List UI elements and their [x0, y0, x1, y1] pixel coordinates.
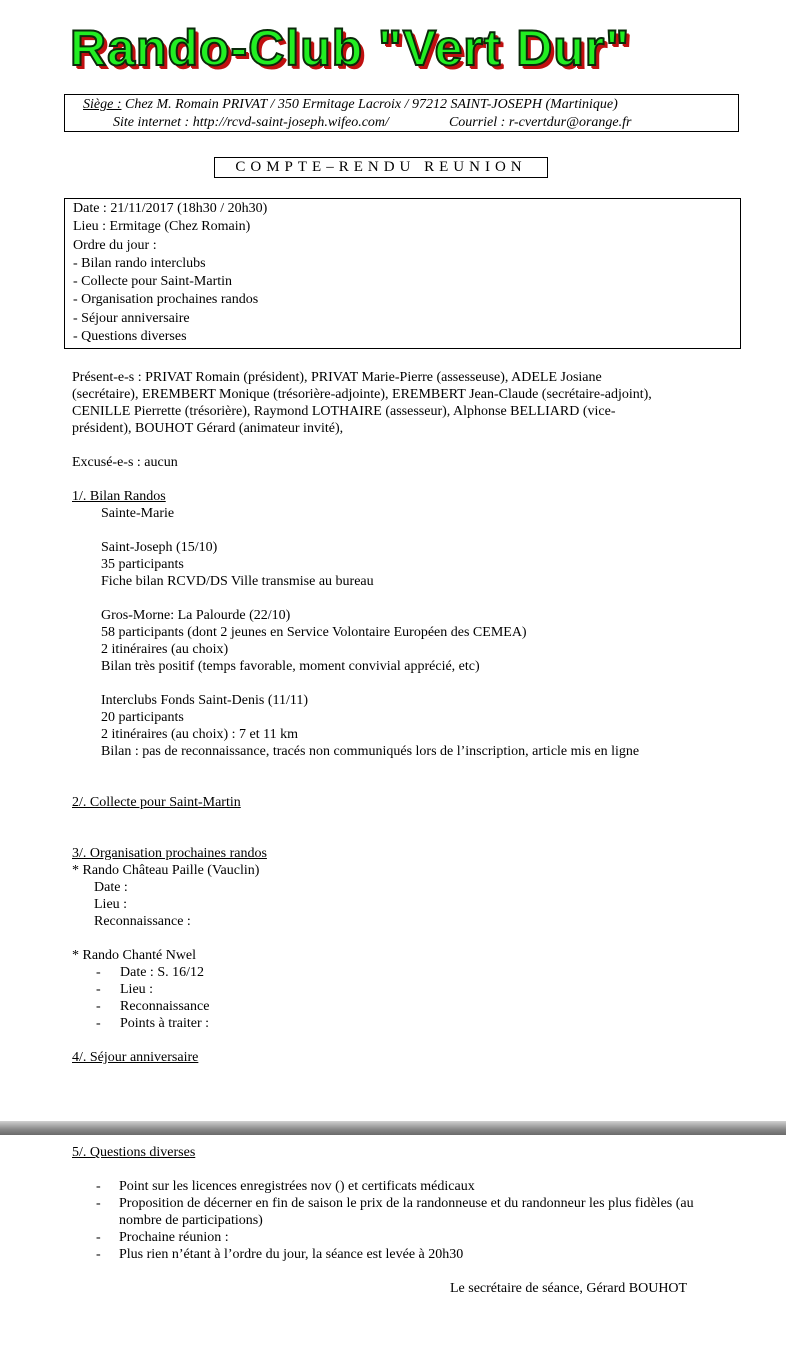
list-item: - Plus rien n’étant à l’ordre du jour, la séance est levée à 20h30 [96, 1247, 464, 1262]
section-heading-organisation: 3/. Organisation prochaines randos [72, 846, 267, 861]
siege-label: Siège : [83, 97, 122, 112]
list-item: - Prochaine réunion : [96, 1230, 229, 1245]
rando-detail: Bilan très positif (temps favorable, moment convivial apprécié, etc) [101, 659, 480, 674]
rando-detail: Bilan : pas de reconnaissance, tracés non communiqués lors de l’inscription, article mis en ligne [101, 744, 640, 759]
rando-name: Gros-Morne: La Palourde (22/10) [101, 608, 291, 623]
rando-detail: Fiche bilan RCVD/DS Ville transmise au bureau [101, 574, 374, 589]
rando-name: Sainte-Marie [101, 506, 175, 521]
report-body-page2 [72, 1144, 737, 1263]
meeting-date: Date : 21/11/2017 (18h30 / 20h30) [73, 201, 268, 216]
list-item: - Date : S. 16/12 [96, 965, 204, 980]
site-text: Site internet : http://rcvd-saint-joseph.wifeo.com/ [113, 115, 389, 130]
signature: Le secrétaire de séance, Gérard BOUHOT [450, 1281, 688, 1296]
attendees-line: président), BOUHOT Gérard (animateur invité), [72, 421, 344, 436]
section-heading-sejour: 4/. Séjour anniversaire [72, 1050, 199, 1065]
meeting-place: Lieu : Ermitage (Chez Romain) [73, 219, 251, 235]
header-info-box [64, 94, 739, 132]
section-heading-bilan: 1/. Bilan Randos [72, 489, 166, 504]
attendees-line: CENILLE Pierrette (trésorière), Raymond LOTHAIRE (assesseur), Alphonse BELLIARD (vice- [72, 404, 616, 419]
rando-detail: 2 itinéraires (au choix) [101, 642, 229, 657]
list-item: - Point sur les licences enregistrées nov () et certificats médicaux [96, 1179, 475, 1194]
section-heading-collecte: 2/. Collecte pour Saint-Martin [72, 795, 241, 810]
attendees-line: (secrétaire), EREMBERT Monique (trésorière-adjointe), EREMBERT Jean-Claude (secrétaire-adjoint), [72, 387, 652, 402]
courriel-text: Courriel : r-cvertdur@orange.fr [448, 115, 632, 130]
agenda-item: - Séjour anniversaire [73, 310, 190, 326]
contact-line [83, 114, 738, 132]
rando-detail: Lieu : [94, 897, 128, 912]
agenda-item: - Collecte pour Saint-Martin [73, 274, 233, 290]
rando-detail: 35 participants [101, 557, 184, 572]
rando-name: * Rando Chanté Nwel [72, 948, 197, 963]
meeting-info-box [64, 198, 741, 349]
rando-name: Saint-Joseph (15/10) [101, 540, 218, 555]
rando-name: Interclubs Fonds Saint-Denis (11/11) [101, 693, 308, 708]
agenda-item: - Organisation prochaines randos [73, 292, 259, 308]
attendees-line: Présent-e-s : PRIVAT Romain (président), PRIVAT Marie-Pierre (assesseuse), ADELE Josiane [72, 370, 602, 385]
siege-text: Chez M. Romain PRIVAT / 350 Ermitage Lacroix / 97212 SAINT-JOSEPH (Martinique) [121, 97, 618, 112]
club-title: Rando-Club "Vert Dur" [70, 20, 631, 76]
rando-detail: 2 itinéraires (au choix) : 7 et 11 km [101, 727, 298, 742]
rando-detail: Date : [94, 880, 128, 895]
list-item: - Lieu : [96, 982, 154, 997]
rando-name: * Rando Château Paille (Vauclin) [72, 863, 260, 878]
agenda-item: - Bilan rando interclubs [73, 255, 206, 271]
rando-detail: Reconnaissance : [94, 914, 191, 929]
report-body [72, 369, 722, 1066]
list-item: - Proposition de décerner en fin de saison le prix de la randonneuse et du randonneur les plus fidèles (au nombre de participations) [96, 1196, 694, 1228]
section-heading-questions: 5/. Questions diverses [72, 1145, 196, 1160]
list-item: - Points à traiter : [96, 1016, 210, 1031]
page-break-divider [0, 1121, 786, 1135]
list-item: - Reconnaissance [96, 999, 210, 1014]
excused-line: Excusé-e-s : aucun [72, 455, 178, 470]
agenda-heading: Ordre du jour : [73, 237, 157, 253]
rando-detail: 20 participants [101, 710, 184, 725]
rando-detail: 58 participants (dont 2 jeunes en Service Volontaire Européen des CEMEA) [101, 625, 527, 640]
doc-title: COMPTE–RENDU REUNION [214, 157, 548, 178]
agenda-item: - Questions diverses [73, 329, 187, 345]
siege-line [83, 96, 738, 114]
